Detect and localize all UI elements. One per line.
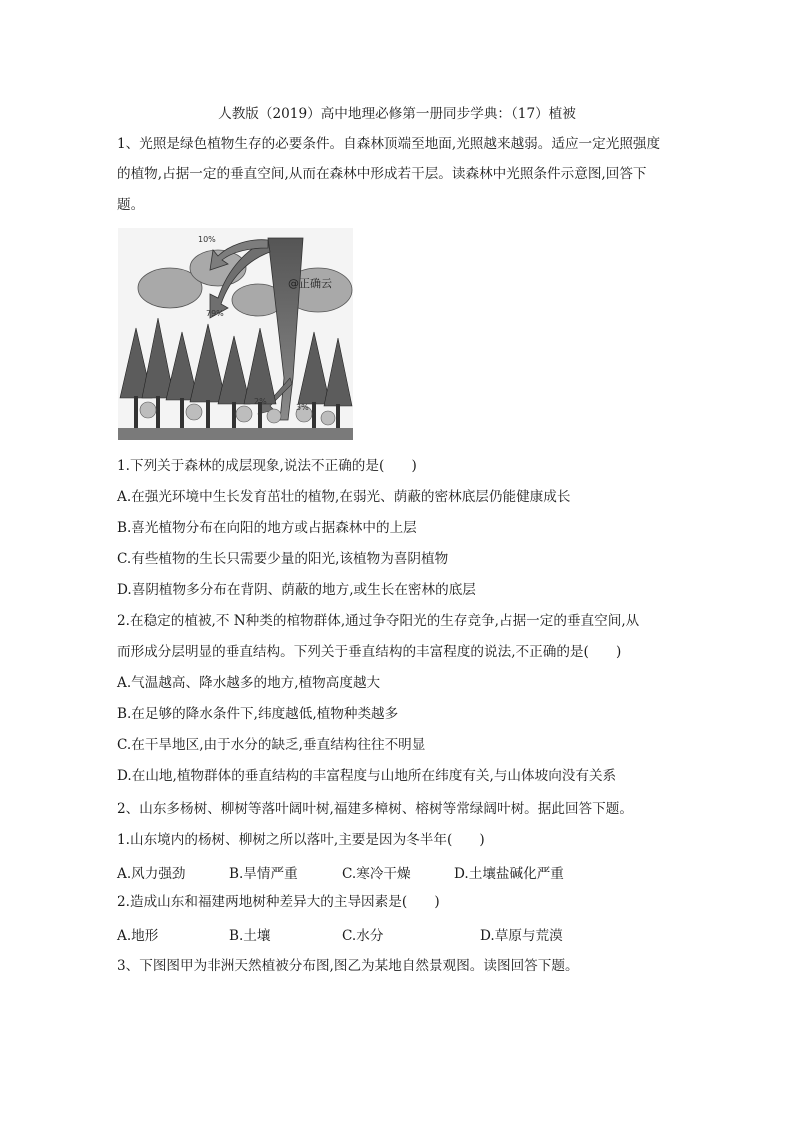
q1-sub1-stem: 1.下列关于森林的成层现象,说法不正确的是( ) [117, 458, 417, 474]
q1-sub2-option-a: A.气温越高、降水越多的地方,植物高度越大 [117, 675, 381, 691]
light-label-3: 3% [296, 403, 309, 412]
q2-stem: 2、山东多杨树、柳树等落叶阔叶树,福建多樟树、榕树等常绿阔叶树。据此回答下题。 [117, 801, 633, 817]
watermark-text: @正确云 [288, 277, 332, 290]
q3-stem: 3、下图图甲为非洲天然植被分布图,图乙为某地自然景观图。读图回答下题。 [117, 958, 579, 974]
q1-stem-line-1: 1、光照是绿色植物生存的必要条件。自森林顶端至地面,光照越来越弱。适应一定光照强度 [117, 136, 661, 152]
light-label-2: 2% [254, 397, 267, 406]
q2-sub1-option-d: D.土壤盐碱化严重 [454, 866, 564, 882]
q1-sub1-option-c: C.有些植物的生长只需要少量的阳光,该植物为喜阴植物 [117, 551, 449, 567]
q1-sub2-option-c: C.在干旱地区,由于水分的缺乏,垂直结构往往不明显 [117, 737, 426, 753]
q2-sub2-stem: 2.造成山东和福建两地树种差异大的主导因素是( ) [117, 894, 440, 910]
q1-sub1-option-b: B.喜光植物分布在向阳的地方或占据森林中的上层 [117, 520, 417, 536]
forest-illustration [118, 228, 353, 440]
q1-sub2-stem-line-2: 而形成分层明显的垂直结构。下列关于垂直结构的丰富程度的说法,不正确的是( ) [117, 644, 622, 660]
q2-sub1-option-a: A.风力强劲 [117, 866, 186, 882]
q1-sub1-option-a: A.在强光环境中生长发育茁壮的植物,在弱光、荫蔽的密林底层仍能健康成长 [117, 489, 571, 505]
q1-stem-line-3: 题。 [117, 197, 145, 213]
q2-sub1-stem: 1.山东境内的杨树、柳树之所以落叶,主要是因为冬半年( ) [117, 832, 485, 848]
q1-sub2-option-b: B.在足够的降水条件下,纬度越低,植物种类越多 [117, 706, 399, 722]
forest-light-figure [118, 228, 353, 440]
q2-sub2-option-c: C.水分 [342, 928, 384, 944]
q1-sub2-stem-line-1: 2.在稳定的植被,不 N种类的棺物群体,通过争夺阳光的生存竞争,占据一定的垂直空间,从 [117, 613, 640, 629]
document-title: 人教版（2019）高中地理必修第一册同步学典：（17）植被 [218, 106, 576, 122]
q2-sub2-option-a: A.地形 [117, 928, 159, 944]
q2-sub1-option-b: B.旱情严重 [229, 866, 298, 882]
q2-sub2-option-b: B.土壤 [229, 928, 271, 944]
light-label-10: 10% [198, 235, 216, 244]
q2-sub2-option-d: D.草原与荒漠 [480, 928, 563, 944]
q2-sub1-option-c: C.寒冷干燥 [342, 866, 411, 882]
light-label-79: 79% [206, 309, 224, 318]
q1-sub1-option-d: D.喜阴植物多分布在背阴、荫蔽的地方,或生长在密林的底层 [117, 582, 476, 598]
q1-stem-line-2: 的植物,占据一定的垂直空间,从而在森林中形成若干层。读森林中光照条件示意图,回答下 [117, 166, 647, 182]
q1-sub2-option-d: D.在山地,植物群体的垂直结构的丰富程度与山地所在纬度有关,与山体坡向没有关系 [117, 768, 617, 784]
